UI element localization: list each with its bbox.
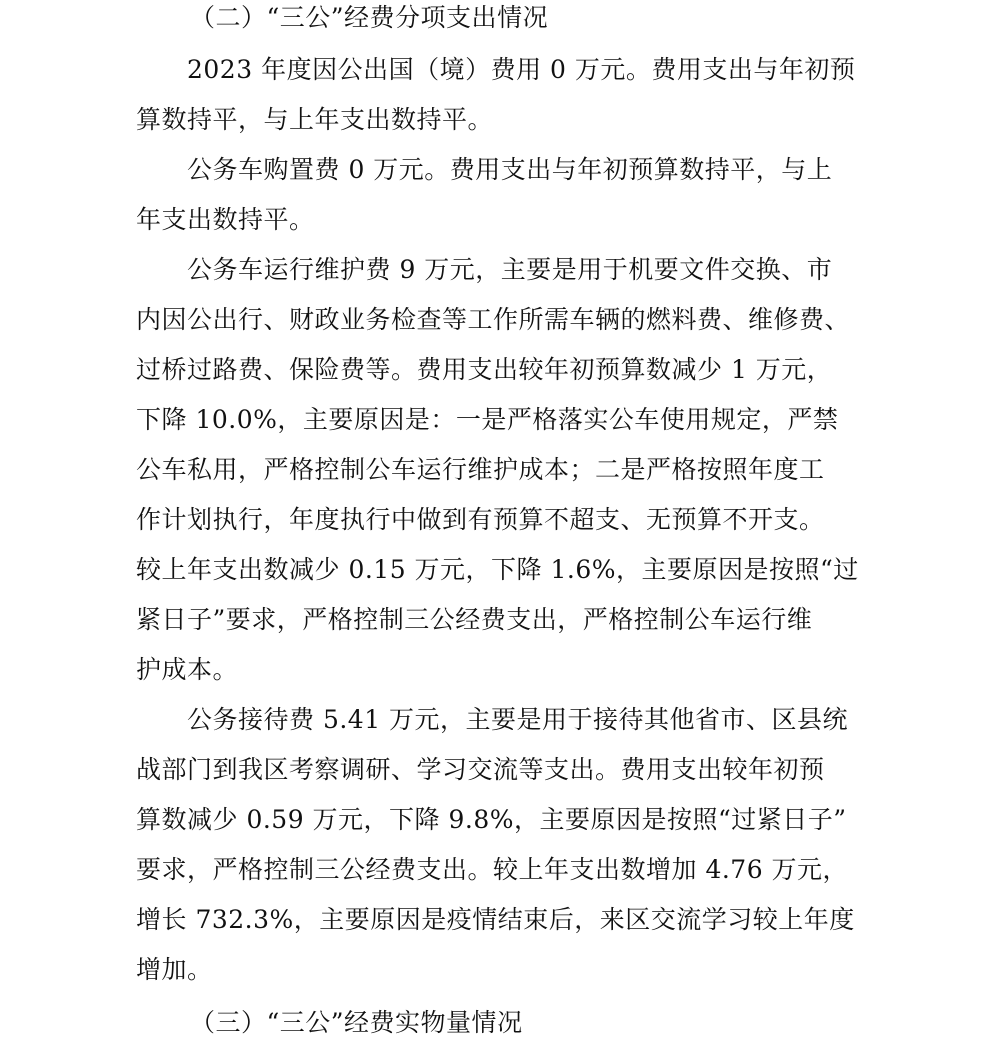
paragraph-line: 增长 732.3%，主要原因是疫情结束后，来区交流学习较上年度 <box>136 905 855 934</box>
section-heading-2: （二）“三公”经费分项支出情况 <box>190 3 549 32</box>
paragraph-line: 要求，严格控制三公经费支出。较上年支出数增加 4.76 万元， <box>136 855 849 884</box>
paragraph-line: 过桥过路费、保险费等。费用支出较年初预算数减少 1 万元， <box>136 355 833 384</box>
paragraph-line: 下降 10.0%，主要原因是：一是严格落实公车使用规定，严禁 <box>136 405 839 434</box>
paragraph-line: 战部门到我区考察调研、学习交流等支出。费用支出较年初预 <box>136 755 825 784</box>
paragraph-line: 2023 年度因公出国（境）费用 0 万元。费用支出与年初预 <box>187 55 856 84</box>
paragraph-line: 年支出数持平。 <box>136 205 315 234</box>
paragraph-line: 护成本。 <box>136 655 239 684</box>
paragraph-line: 公务车运行维护费 9 万元，主要是用于机要文件交换、市 <box>187 255 833 284</box>
paragraph-line: 算数持平，与上年支出数持平。 <box>136 105 494 134</box>
paragraph-line: 公务接待费 5.41 万元，主要是用于接待其他省市、区县统 <box>187 705 849 734</box>
paragraph-line: 较上年支出数减少 0.15 万元，下降 1.6%，主要原因是按照“过 <box>136 555 859 584</box>
paragraph-line: 内因公出行、财政业务检查等工作所需车辆的燃料费、维修费、 <box>136 305 851 334</box>
section-heading-3: （三）“三公”经费实物量情况 <box>190 1008 523 1037</box>
paragraph-line: 公车私用，严格控制公车运行维护成本；二是严格按照年度工 <box>136 455 825 484</box>
paragraph-line: 作计划执行，年度执行中做到有预算不超支、无预算不开支。 <box>136 505 825 534</box>
paragraph-line: 公务车购置费 0 万元。费用支出与年初预算数持平，与上 <box>187 155 833 184</box>
paragraph-line: 算数减少 0.59 万元，下降 9.8%，主要原因是按照“过紧日子” <box>136 805 847 834</box>
paragraph-line: 增加。 <box>136 955 213 984</box>
paragraph-line: 紧日子”要求，严格控制三公经费支出，严格控制公车运行维 <box>136 605 813 634</box>
